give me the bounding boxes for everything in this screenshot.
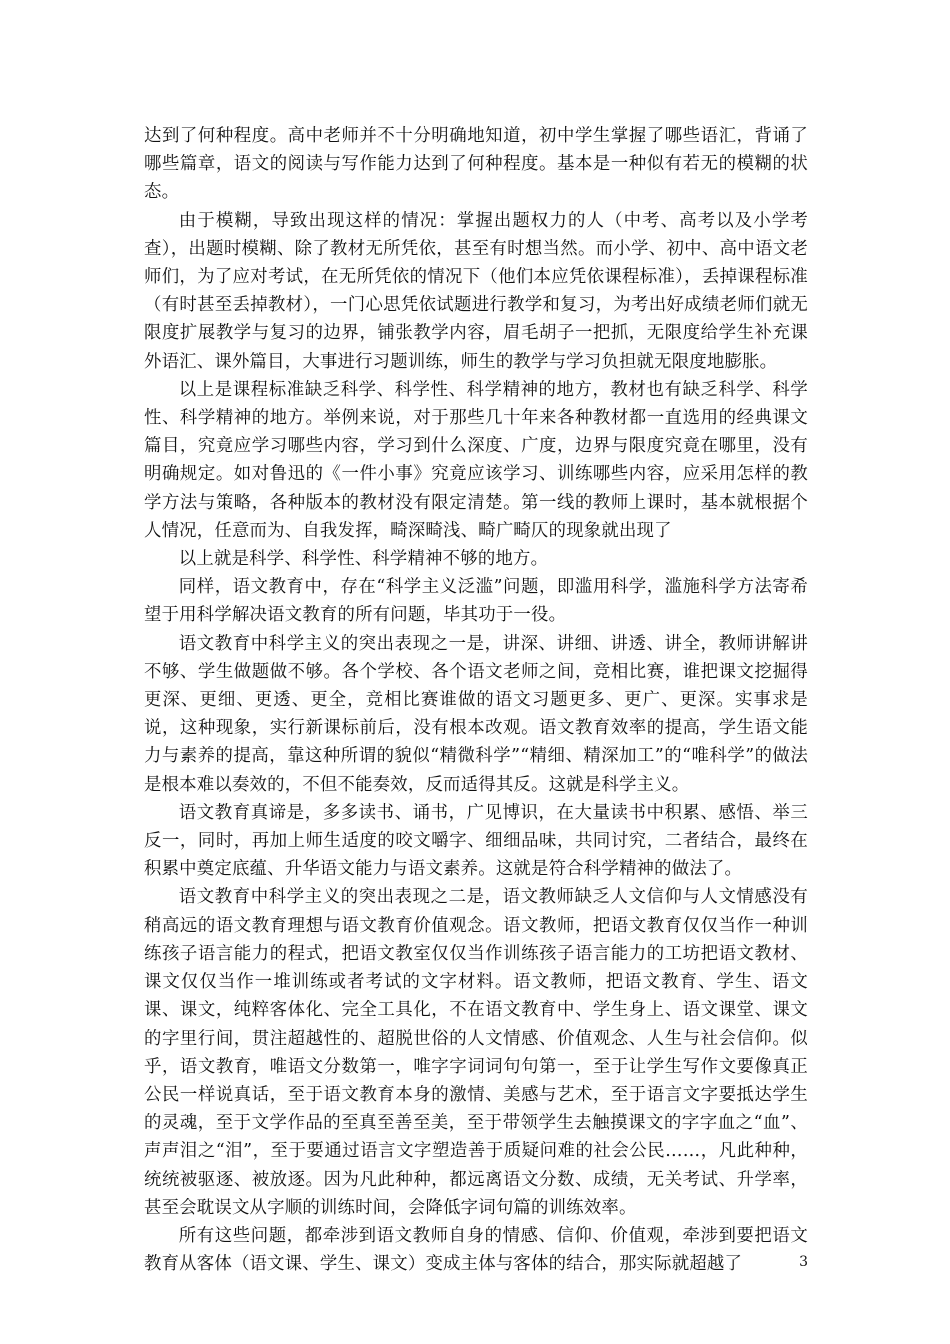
page-number: 3 xyxy=(799,1254,808,1270)
paragraph-4: 以上就是科学、科学性、科学精神不够的地方。 xyxy=(178,549,549,570)
paragraph-2: 由于模糊，导致出现这样的情况：掌握出题权力的人（中考、高考以及小学考查），出题时模糊、除了教材无所凭依，甚至有时想当然。而小学、初中、高中语文老师们，为了应对考试，在无所凭依的情况下（他们本应凭依课程标准），丢掉课程标准（有时甚至丢掉教材），一门心思凭依试题进行教学和复习，为考出好成绩老师们就无限度扩展教学与复习的边界，铺张教学内容，眉毛胡子一把抓，无限度给学生补充课外语汇、课外篇目，大事进行习题训练，师生的教学与学习负担就无限度地膨胀。 xyxy=(144,210,808,372)
paragraph-7: 语文教育真谛是，多多读书、诵书，广见博识，在大量读书中积累、感悟、举三反一，同时，再加上师生适度的咬文嚼字、细细品味，共同讨究，二者结合，最终在积累中奠定底蕴、升华语文能力与语文素养。这就是符合科学精神的做法了。 xyxy=(144,802,808,880)
paragraph-1: 达到了何种程度。高中老师并不十分明确地知道，初中学生掌握了哪些语汇，背诵了哪些篇章，语文的阅读与写作能力达到了何种程度。基本是一种似有若无的模糊的状态。 xyxy=(144,126,808,203)
body-text xyxy=(144,122,808,1278)
paragraph-5: 同样，语文教育中，存在“科学主义泛滥”问题，即滥用科学，滥施科学方法寄希望于用科学解决语文教育的所有问题，毕其功于一役。 xyxy=(144,577,808,626)
paragraph-9: 所有这些问题，都牵涉到语文教师自身的情感、信仰、价值观，牵涉到要把语文教育从客体（语文课、学生、课文）变成主体与客体的结合，那实际就超越了 xyxy=(144,1225,808,1275)
paragraph-6: 语文教育中科学主义的突出表现之一是，讲深、讲细、讲透、讲全，教师讲解讲不够、学生做题做不够。各个学校、各个语文老师之间，竞相比赛，谁把课文挖掘得更深、更细、更透、更全，竞相比赛谁做的语文习题更多、更广、更深。实事求是说，这种现象，实行新课标前后，没有根本改观。语文教育效率的提高，学生语文能力与素养的提高，靠这种所谓的貌似“精微科学”“精细、精深加工”的“唯科学”的做法是根本难以奏效的，不但不能奏效，反而适得其反。这就是科学主义。 xyxy=(144,633,808,795)
paragraph-8: 语文教育中科学主义的突出表现之二是，语文教师缺乏人文信仰与人文情感没有稍高远的语文教育理想与语文教育价值观念。语文教师，把语文教育仅仅当作一种训练孩子语言能力的程式，把语文教室仅仅当作训练孩子语言能力的工坊把语文教材、课文仅仅当作一堆训练或者考试的文字材料。语文教师，把语文教育、学生、语文课、课文，纯粹客体化、完全工具化，不在语文教育中、学生身上、语文课堂、课文的字里行间，贯注超越性的、超脱世俗的人文情感、价值观念、人生与社会信仰。似乎，语文教育，唯语文分数第一，唯字字词词句句第一，至于让学生写作文要像真正公民一样说真话，至于语文教育本身的激情、美感与艺术，至于语言文字要抵达学生的灵魂，至于文学作品的至真至善至美，至于带领学生去触摸课文的字字血之“血”、声声泪之“泪”，至于要通过语言文字塑造善于质疑问难的社会公民……，凡此种种，统统被驱逐、被放逐。因为凡此种种，都远离语文分数、成绩，无关考试、升学率，甚至会耽误文从字顺的训练时间，会降低字词句篇的训练效率。 xyxy=(144,887,808,1218)
paragraph-3: 以上是课程标准缺乏科学、科学性、科学精神的地方，教材也有缺乏科学、科学性、科学精神的地方。举例来说，对于那些几十年来各种教材都一直选用的经典课文篇目，究竟应学习哪些内容，学习到什么深度、广度，边界与限度究竟在哪里，没有明确规定。如对鲁迅的《一件小事》究竟应该学习、训练哪些内容，应采用怎样的教学方法与策略，各种版本的教材没有限定清楚。第一线的教师上课时，基本就根据个人情况，任意而为、自我发挥，畸深畸浅、畸广畸仄的现象就出现了 xyxy=(144,379,808,541)
